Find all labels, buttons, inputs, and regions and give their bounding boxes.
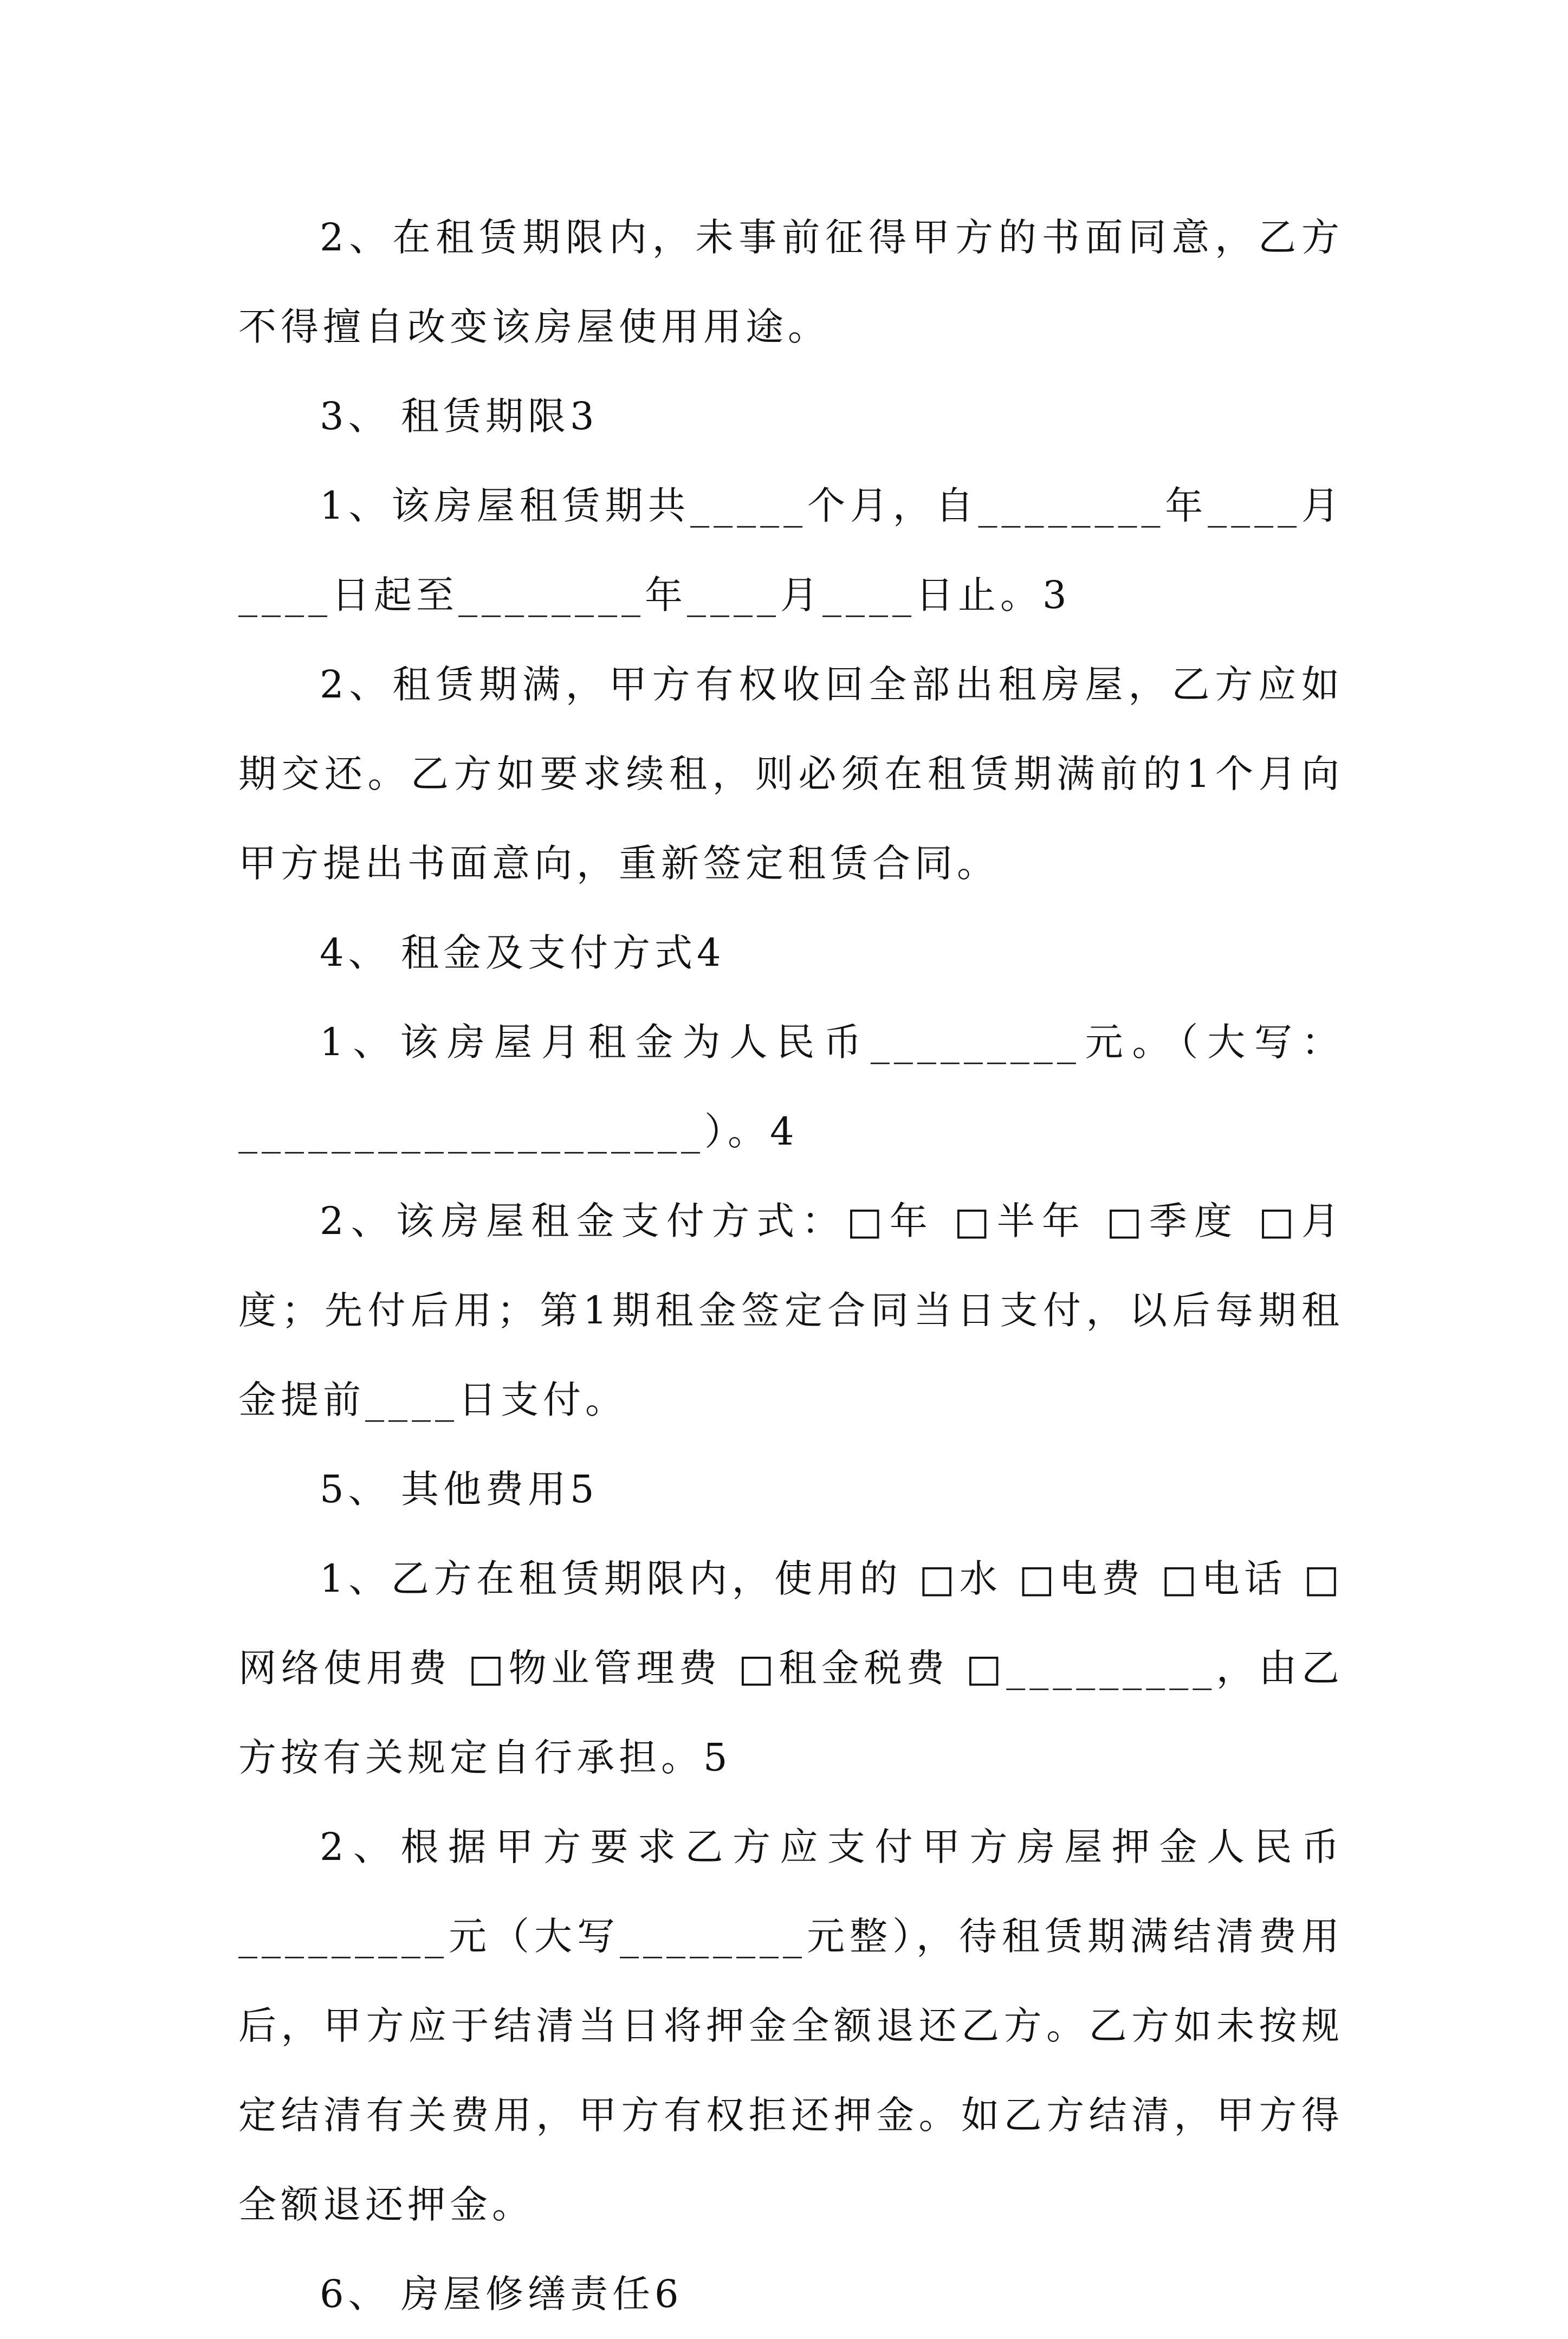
section-title: 租金及支付方式4: [401, 931, 725, 975]
document-body: [238, 193, 1344, 2339]
section-number: 6、: [320, 2272, 391, 2316]
section-title: 其他费用5: [401, 1467, 599, 1511]
section-heading-rent-payment: [238, 908, 1344, 998]
clause-lease-period: 1、该房屋租赁期共_____个月，自________年____月____日起至________年____月____日止。3: [238, 483, 1344, 617]
section-number: 3、: [320, 394, 391, 438]
clause-use-restriction: 2、在租赁期限内，未事前征得甲方的书面同意，乙方不得擅自改变该房屋使用用途。: [238, 215, 1344, 349]
clause-deposit: 2、根据甲方要求乙方应支付甲方房屋押金人民币_________元（大写________元整），待租赁期满结清费用后，甲方应于结清当日将押金全额退还乙方。乙方如未按规定结清有关费用，甲方有权拒还押金。如乙方结清，甲方得全额退还押金。: [238, 1825, 1344, 2227]
section-heading-lease-term: [238, 372, 1344, 461]
section-title: 租赁期限3: [401, 394, 599, 438]
section-heading-repair-responsibility: [238, 2250, 1344, 2339]
clause-payment-method: 2、该房屋租金支付方式：□年 □半年 □季度 □月度；先付后用；第1期租金签定合同当日支付，以后每期租金提前____日支付。: [238, 1199, 1344, 1422]
section-title: 房屋修缮责任6: [401, 2272, 683, 2316]
clause-lease-expiry: 2、租赁期满，甲方有权收回全部出租房屋，乙方应如期交还。乙方如要求续租，则必须在租赁期满前的1个月向甲方提出书面意向，重新签定租赁合同。: [238, 662, 1344, 886]
section-number: 5、: [320, 1467, 391, 1511]
section-number: 4、: [320, 931, 391, 975]
section-heading-other-fees: [238, 1445, 1344, 1534]
clause-utility-fees: 1、乙方在租赁期限内，使用的 □水 □电费 □电话 □网络使用费 □物业管理费 □租金税费 □_________，由乙方按有关规定自行承担。5: [238, 1556, 1344, 1780]
clause-monthly-rent: 1、该房屋月租金为人民币_________元。（大写：____________________）。4: [238, 1020, 1344, 1154]
